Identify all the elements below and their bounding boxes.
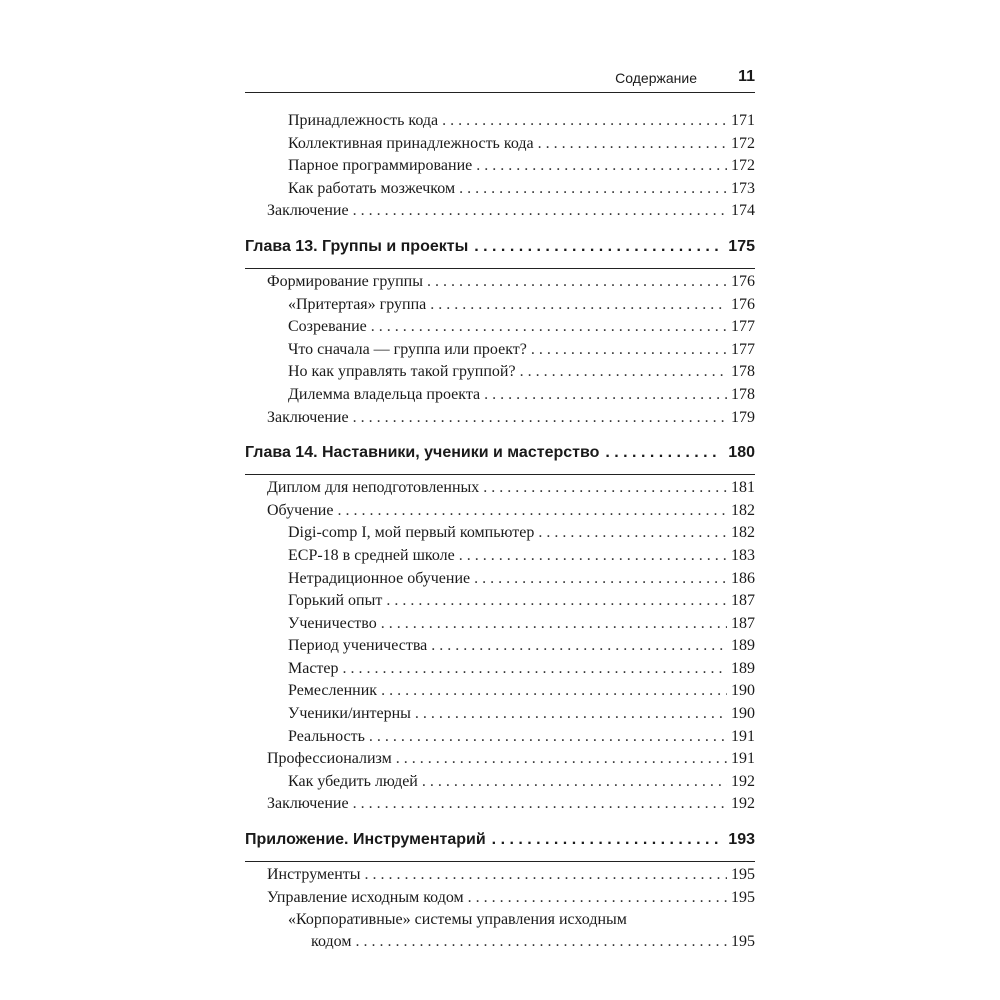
dot-leader <box>369 728 727 746</box>
toc-entry <box>245 112 755 135</box>
entry-title: Профессионализм <box>267 750 392 768</box>
toc-entry <box>245 682 755 705</box>
toc-entry <box>245 705 755 728</box>
entry-title: Формирование группы <box>267 272 423 290</box>
dot-leader <box>415 705 727 723</box>
toc-entry <box>245 273 755 296</box>
entry-title: Заключение <box>267 408 349 426</box>
entry-title: ECP-18 в средней школе <box>288 546 455 564</box>
dot-leader <box>531 341 727 359</box>
chapter-title: Глава 14. Наставники, ученики и мастерство <box>245 444 600 462</box>
entry-page: 195 <box>731 933 755 951</box>
toc-entry <box>245 363 755 386</box>
chapter-title: Приложение. Инструментарий <box>245 831 486 849</box>
entry-title: Коллективная принадлежность кода <box>288 134 534 152</box>
entry-title: Но как управлять такой группой? <box>288 363 516 381</box>
entry-title: Период ученичества <box>288 637 428 655</box>
dot-leader <box>492 831 723 849</box>
toc-entry <box>245 180 755 203</box>
dot-leader <box>459 547 727 565</box>
chapter-title: Глава 13. Группы и проекты <box>245 237 469 255</box>
entry-title: Ремесленник <box>288 682 378 700</box>
chapter-page: 175 <box>728 237 755 255</box>
entry-title: Заключение <box>267 202 349 220</box>
chapter-page: 180 <box>728 444 755 462</box>
toc-entry <box>245 795 755 818</box>
entry-page: 176 <box>731 272 755 290</box>
entry-page: 183 <box>731 546 755 564</box>
toc-entry <box>245 386 755 409</box>
entry-title: Дилемма владельца проекта <box>288 385 481 403</box>
dot-leader <box>427 273 727 291</box>
entry-page: 195 <box>731 866 755 884</box>
appendix-heading <box>245 831 755 862</box>
toc-entry <box>245 318 755 341</box>
entry-title: Что сначала — группа или проект? <box>288 340 527 358</box>
page-number: 11 <box>738 68 755 85</box>
toc-entry <box>245 135 755 158</box>
entry-title: Как убедить людей <box>288 772 418 790</box>
running-head <box>245 68 755 93</box>
dot-leader <box>430 296 727 314</box>
entry-title: Парное программирование <box>288 157 473 175</box>
entry-page: 192 <box>731 795 755 813</box>
toc-block-4 <box>245 866 755 911</box>
dot-leader <box>538 135 727 153</box>
entry-title: Созревание <box>288 318 367 336</box>
toc-entry <box>245 866 755 889</box>
dot-leader <box>355 933 727 951</box>
dot-leader <box>396 750 727 768</box>
toc-entry-wrapped <box>245 911 755 956</box>
dot-leader <box>343 660 727 678</box>
entry-title: «Притертая» группа <box>288 295 427 313</box>
toc-entry <box>245 296 755 319</box>
dot-leader <box>520 363 727 381</box>
toc-entry <box>245 202 755 225</box>
chapter-13-heading <box>245 238 755 269</box>
dot-leader <box>353 795 727 813</box>
dot-leader <box>371 318 727 336</box>
toc-entry <box>245 157 755 180</box>
dot-leader <box>431 637 727 655</box>
dot-leader <box>365 866 727 884</box>
entry-page: 179 <box>731 408 755 426</box>
dot-leader <box>353 202 727 220</box>
dot-leader <box>468 889 727 907</box>
toc-entry <box>245 773 755 796</box>
entry-title-line2-row <box>245 933 755 956</box>
entry-page: 178 <box>731 385 755 403</box>
toc-entry <box>245 660 755 683</box>
entry-page: 186 <box>731 569 755 587</box>
entry-page: 187 <box>731 592 755 610</box>
entry-title: Реальность <box>288 727 365 745</box>
toc-entry <box>245 889 755 912</box>
entry-title: Горький опыт <box>288 592 383 610</box>
toc-entry <box>245 637 755 660</box>
toc-entry <box>245 570 755 593</box>
toc-entry <box>245 524 755 547</box>
entry-page: 182 <box>731 524 755 542</box>
toc-block-2 <box>245 273 755 431</box>
entry-title: Заключение <box>267 795 349 813</box>
entry-page: 192 <box>731 772 755 790</box>
entry-page: 176 <box>731 295 755 313</box>
book-page <box>245 0 755 1000</box>
dot-leader <box>474 570 727 588</box>
entry-page: 189 <box>731 659 755 677</box>
entry-title: Принадлежность кода <box>288 112 439 129</box>
dot-leader <box>474 238 722 256</box>
dot-leader <box>459 180 727 198</box>
chapter-14-heading <box>245 444 755 475</box>
dot-leader <box>422 773 727 791</box>
dot-leader <box>386 592 727 610</box>
entry-page: 189 <box>731 637 755 655</box>
entry-page: 191 <box>731 750 755 768</box>
entry-title: Инструменты <box>267 866 361 884</box>
dot-leader <box>353 409 727 427</box>
entry-title: Диплом для неподготовленных <box>267 479 480 497</box>
entry-page: 174 <box>731 202 755 220</box>
entry-title: Нетрадиционное обучение <box>288 569 471 587</box>
entry-title: Ученичество <box>288 614 377 632</box>
toc-entry <box>245 502 755 525</box>
dot-leader <box>538 524 727 542</box>
dot-leader <box>337 502 727 520</box>
entry-page: 177 <box>731 340 755 358</box>
entry-page: 178 <box>731 363 755 381</box>
running-head-title: Содержание <box>615 70 697 86</box>
toc-entry <box>245 728 755 751</box>
entry-page: 171 <box>731 112 755 129</box>
entry-page: 181 <box>731 479 755 497</box>
dot-leader <box>483 479 727 497</box>
toc-block-1 <box>245 112 755 225</box>
table-of-contents <box>245 112 755 956</box>
entry-title: Обучение <box>267 501 334 519</box>
entry-title: Digi-comp I, мой первый компьютер <box>288 524 535 542</box>
toc-entry <box>245 615 755 638</box>
dot-leader <box>605 444 722 462</box>
chapter-page: 193 <box>728 831 755 849</box>
entry-page: 177 <box>731 318 755 336</box>
entry-title-line1: «Корпоративные» системы управления исходным <box>288 911 627 929</box>
entry-page: 190 <box>731 682 755 700</box>
entry-page: 172 <box>731 157 755 175</box>
entry-page: 182 <box>731 501 755 519</box>
dot-leader <box>381 682 727 700</box>
toc-block-3 <box>245 479 755 818</box>
dot-leader <box>381 615 727 633</box>
entry-title: Как работать мозжечком <box>288 179 456 197</box>
dot-leader <box>442 112 727 130</box>
toc-entry <box>245 479 755 502</box>
toc-entry <box>245 592 755 615</box>
entry-page: 187 <box>731 614 755 632</box>
entry-page: 195 <box>731 888 755 906</box>
entry-title: Ученики/интерны <box>288 705 411 723</box>
toc-entry <box>245 547 755 570</box>
entry-title: Управление исходным кодом <box>267 888 464 906</box>
entry-page: 173 <box>731 179 755 197</box>
toc-entry <box>245 341 755 364</box>
dot-leader <box>476 157 727 175</box>
dot-leader <box>484 386 727 404</box>
entry-page: 191 <box>731 727 755 745</box>
entry-page: 172 <box>731 134 755 152</box>
toc-entry <box>245 409 755 432</box>
entry-title: Мастер <box>288 659 339 677</box>
entry-page: 190 <box>731 705 755 723</box>
toc-entry <box>245 750 755 773</box>
entry-title-line2: кодом <box>311 933 352 951</box>
